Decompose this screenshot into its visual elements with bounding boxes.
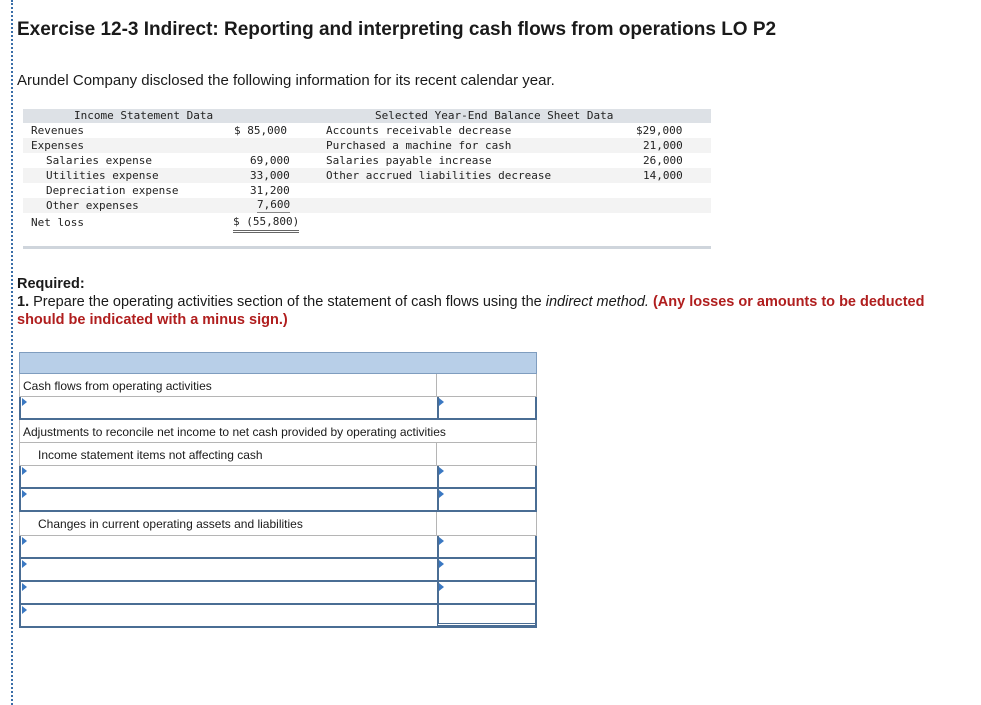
worksheet-input-row — [19, 582, 537, 605]
expense-item-label: Utilities expense — [46, 169, 159, 182]
expenses-label: Expenses — [31, 139, 84, 152]
amount-cell — [436, 443, 536, 465]
worksheet-input-row — [19, 489, 537, 512]
required-label: Required: — [17, 276, 85, 292]
bs-item-value: 26,000 — [643, 154, 683, 167]
amount-input[interactable] — [437, 582, 535, 603]
amount-input[interactable] — [437, 559, 535, 580]
income-statement-header: Income Statement Data — [74, 109, 214, 122]
worksheet-input-row — [19, 559, 537, 582]
expense-item-label: Other expenses — [46, 199, 139, 212]
expense-item-value: 7,600 — [257, 198, 291, 211]
table-row — [23, 138, 711, 153]
amount-cell — [436, 512, 536, 535]
cash-flows-label: Cash flows from operating activities — [23, 379, 212, 393]
bs-item-label: Purchased a machine for cash — [326, 139, 512, 152]
left-dotted-rule — [11, 0, 13, 705]
description-input[interactable] — [21, 536, 436, 557]
cash-flow-worksheet — [19, 352, 537, 628]
dropdown-marker-icon[interactable] — [22, 606, 27, 614]
table-row — [23, 213, 711, 233]
description-input[interactable] — [21, 605, 436, 626]
amount-input[interactable] — [437, 466, 535, 487]
required-number: 1. — [17, 294, 30, 310]
required-text: Prepare the operating activities section of the statement of cash flows using the — [29, 294, 546, 310]
amount-cell — [436, 374, 536, 396]
worksheet-row — [19, 512, 537, 536]
table-row — [23, 123, 711, 138]
worksheet-header — [19, 352, 537, 374]
data-table — [23, 109, 711, 233]
dropdown-marker-icon[interactable] — [22, 537, 27, 545]
worksheet-row — [19, 374, 537, 397]
description-input[interactable] — [21, 466, 436, 487]
expense-item-label: Depreciation expense — [46, 184, 179, 197]
amount-input[interactable] — [437, 489, 535, 510]
expense-item-value: 31,200 — [250, 184, 290, 197]
dropdown-marker-icon[interactable] — [22, 583, 27, 591]
bs-item-value: $29,000 — [636, 124, 683, 137]
bs-item-label: Other accrued liabilities decrease — [326, 169, 552, 182]
changes-label: Changes in current operating assets and liabilities — [38, 517, 303, 531]
bs-item-value: 14,000 — [643, 169, 683, 182]
dropdown-marker-icon[interactable] — [22, 467, 27, 475]
table-row — [23, 153, 711, 168]
expense-item-label: Salaries expense — [46, 154, 152, 167]
total-amount-input[interactable] — [437, 605, 535, 626]
amount-input[interactable] — [437, 536, 535, 557]
table-bottom-rule — [23, 246, 711, 249]
bs-item-value: 21,000 — [643, 139, 683, 152]
required-note: (Any losses or amounts to be deducted should be indicated with a minus sign.) — [17, 294, 925, 328]
worksheet-row — [19, 443, 537, 466]
bs-item-label: Accounts receivable decrease — [326, 124, 512, 137]
income-items-label: Income statement items not affecting cash — [38, 448, 263, 462]
intro-text: Arundel Company disclosed the following information for its recent calendar year. — [17, 72, 555, 89]
data-table-header-row — [23, 109, 711, 123]
dropdown-marker-icon[interactable] — [439, 467, 444, 475]
description-input[interactable] — [21, 397, 436, 418]
description-input[interactable] — [21, 582, 436, 603]
net-loss-value: $ (55,800) — [233, 214, 299, 233]
table-row — [23, 198, 711, 213]
worksheet-input-row — [19, 605, 537, 628]
worksheet-input-row — [19, 466, 537, 489]
table-row — [23, 168, 711, 183]
dropdown-marker-icon[interactable] — [439, 398, 444, 406]
worksheet-row — [19, 420, 537, 443]
expense-item-value: 33,000 — [250, 169, 290, 182]
table-row — [23, 183, 711, 198]
description-input[interactable] — [21, 489, 436, 510]
bs-item-label: Salaries payable increase — [326, 154, 492, 167]
net-loss-label: Net loss — [31, 216, 84, 229]
worksheet-input-row — [19, 397, 537, 420]
amount-input[interactable] — [437, 397, 535, 418]
dropdown-marker-icon[interactable] — [439, 490, 444, 498]
expense-item-value: 69,000 — [250, 154, 290, 167]
dropdown-marker-icon[interactable] — [439, 560, 444, 568]
description-input[interactable] — [21, 559, 436, 580]
dropdown-marker-icon[interactable] — [439, 583, 444, 591]
worksheet-input-row — [19, 536, 537, 559]
dropdown-marker-icon[interactable] — [439, 537, 444, 545]
revenues-label: Revenues — [31, 124, 84, 137]
dropdown-marker-icon[interactable] — [22, 560, 27, 568]
required-method: indirect method. — [545, 294, 649, 310]
revenues-value: $ 85,000 — [234, 124, 287, 137]
dropdown-marker-icon[interactable] — [22, 490, 27, 498]
exercise-title: Exercise 12-3 Indirect: Reporting and interpreting cash flows from operations LO P2 — [17, 19, 777, 40]
balance-sheet-header: Selected Year-End Balance Sheet Data — [375, 109, 614, 122]
required-section — [17, 275, 957, 329]
adjustments-label: Adjustments to reconcile net income to net cash provided by operating activities — [23, 425, 446, 439]
dropdown-marker-icon[interactable] — [22, 398, 27, 406]
